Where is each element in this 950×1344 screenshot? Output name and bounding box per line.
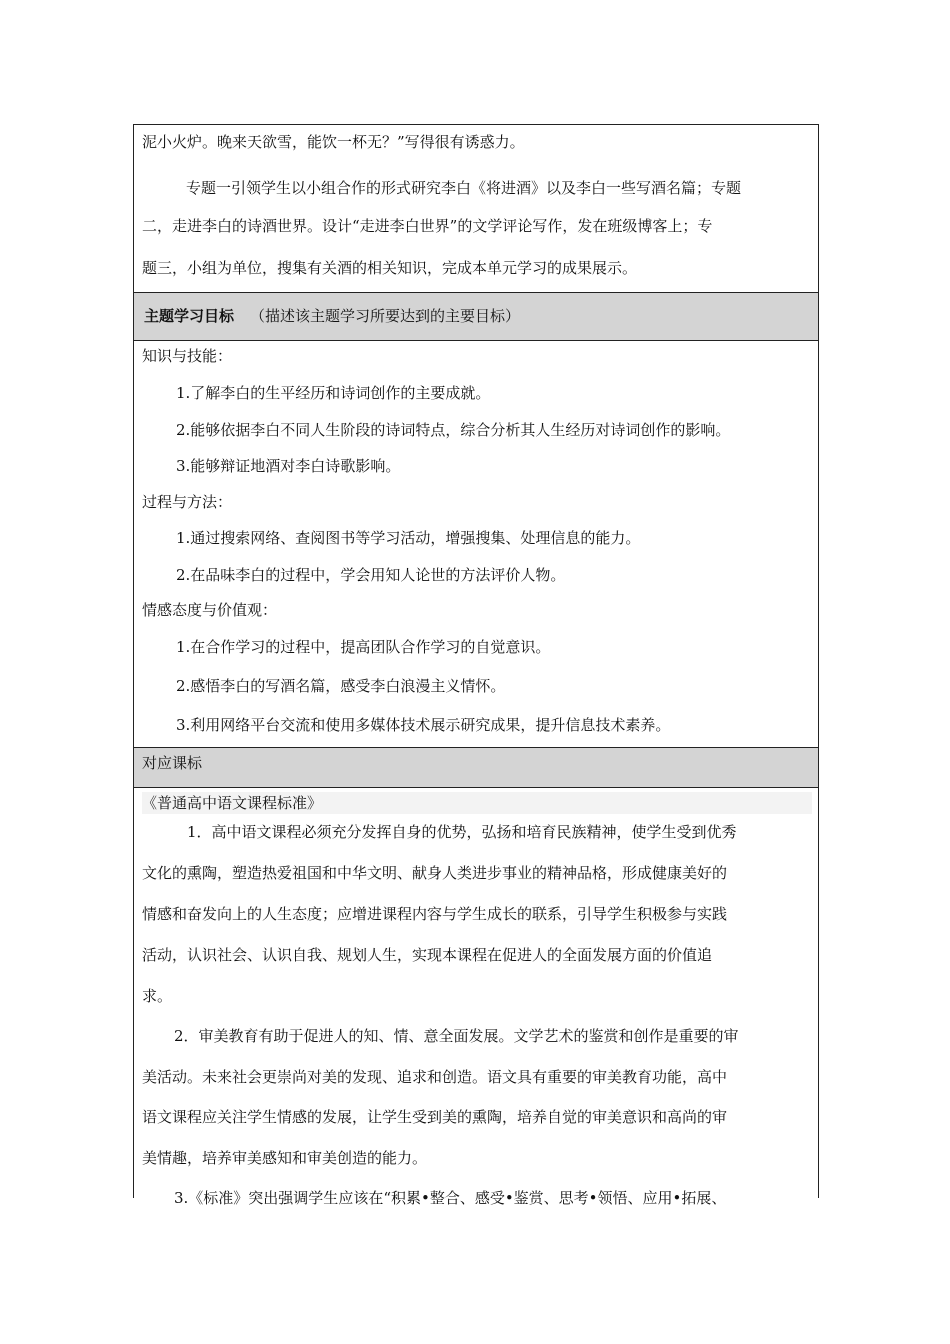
emotion-item-1: 1.在合作学习的过程中，提高团队合作学习的自觉意识。	[176, 638, 551, 656]
goals-header-title: 主题学习目标	[144, 307, 235, 325]
standard-cell	[134, 788, 818, 1207]
standard-para3-line-1: 3.《标准》突出强调学生应该在“积累•整合、感受•鉴赏、思考•领悟、应用•拓展、	[174, 1189, 727, 1207]
intro-line-3: 二，走进李白的诗酒世界。设计“走进李白世界”的文学评论写作，发在班级博客上；专	[142, 217, 713, 235]
goals-cell	[134, 341, 818, 748]
emotion-label: 情感态度与价值观：	[142, 601, 278, 619]
standard-para1-line-5: 求。	[142, 987, 173, 1005]
emotion-item-3: 3.利用网络平台交流和使用多媒体技术展示研究成果，提升信息技术素养。	[176, 716, 671, 734]
standard-para2-line-3: 语文课程应关注学生情感的发展，让学生受到美的熏陶，培养自觉的审美意识和高尚的审	[142, 1108, 728, 1126]
intro-line-4: 题三，小组为单位，搜集有关酒的相关知识，完成本单元学习的成果展示。	[142, 259, 638, 277]
intro-line-1: 泥小火炉。晚来天欲雪，能饮一杯无？”写得很有诱惑力。	[142, 133, 525, 151]
standard-para1-line-3: 情感和奋发向上的人生态度；应增进课程内容与学生成长的联系，引导学生积极参与实践	[142, 905, 728, 923]
intro-cell	[134, 125, 818, 293]
goals-header-text	[144, 306, 520, 326]
standard-header	[134, 748, 818, 788]
process-item-2: 2.在品味李白的过程中，学会用知人论世的方法评价人物。	[176, 566, 566, 584]
standard-para2-line-1: 2．审美教育有助于促进人的知、情、意全面发展。文学艺术的鉴赏和创作是重要的审	[174, 1027, 739, 1045]
goals-header-note: （描述该主题学习所要达到的主要目标）	[250, 307, 521, 325]
standard-para2-line-2: 美活动。未来社会更崇尚对美的发现、追求和创造。语文具有重要的审美教育功能，高中	[142, 1068, 728, 1086]
lesson-plan-table	[133, 124, 819, 1207]
knowledge-item-2: 2.能够依据李白不同人生阶段的诗词特点，综合分析其人生经历对诗词创作的影响。	[176, 421, 731, 439]
process-item-1: 1.通过搜索网络、查阅图书等学习活动，增强搜集、处理信息的能力。	[176, 529, 641, 547]
intro-line-2: 专题一引领学生以小组合作的形式研究李白《将进酒》以及李白一些写酒名篇；专题	[186, 179, 742, 197]
standard-para1-line-2: 文化的熏陶，塑造热爱祖国和中华文明、献身人类进步事业的精神品格，形成健康美好的	[142, 864, 728, 882]
standard-para1-line-4: 活动，认识社会、认识自我、规划人生，实现本课程在促进人的全面发展方面的价值追	[142, 946, 713, 964]
standard-header-title: 对应课标	[142, 754, 203, 772]
standard-para2-line-4: 美情趣，培养审美感知和审美创造的能力。	[142, 1149, 428, 1167]
standard-para1-line-1: 1．高中语文课程必须充分发挥自身的优势，弘扬和培育民族精神，使学生受到优秀	[187, 823, 737, 841]
process-label: 过程与方法：	[142, 493, 233, 511]
knowledge-item-1: 1.了解李白的生平经历和诗词创作的主要成就。	[176, 384, 491, 402]
emotion-item-2: 2.感悟李白的写酒名篇，感受李白浪漫主义情怀。	[176, 677, 506, 695]
standard-title: 《普通高中语文课程标准》	[142, 792, 812, 814]
knowledge-label: 知识与技能：	[142, 347, 233, 365]
knowledge-item-3: 3.能够辩证地酒对李白诗歌影响。	[176, 457, 401, 475]
goals-header	[134, 293, 818, 341]
